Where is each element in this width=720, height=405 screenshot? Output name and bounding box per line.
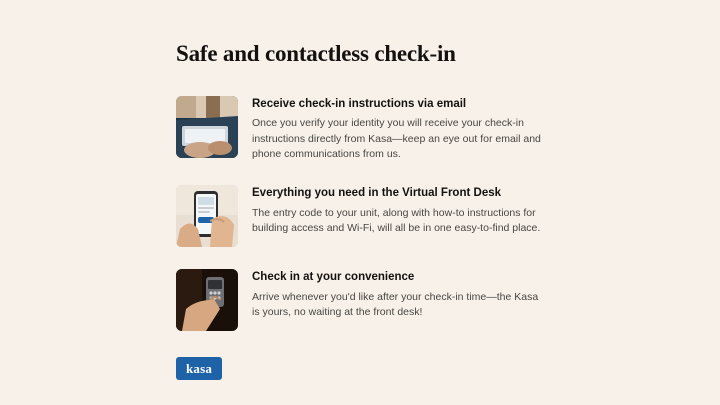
list-item <box>176 269 596 331</box>
list-item-text <box>252 269 547 321</box>
page-title: Safe and contactless check-in <box>176 41 456 66</box>
list-item-title: Check in at your convenience <box>252 271 415 284</box>
kasa-logo-text: kasa <box>185 361 213 377</box>
list-item-title: Receive check-in instructions via email <box>252 97 467 110</box>
door-keypad-photo <box>176 269 238 331</box>
list-item-body: Once you verify your identity you will receive your check-in instructions directly from Kasa—keep an eye out for email and phone communications from us. <box>252 116 541 161</box>
list-item-text <box>252 185 547 237</box>
list-item-body: The entry code to your unit, along with how-to instructions for building access and Wi-Fi, will all be in one easy-to-find place. <box>252 206 541 235</box>
laptop-typing-photo <box>176 96 238 158</box>
list-item-body: Arrive whenever you'd like after your check-in time—the Kasa is yours, no waiting at the front desk! <box>252 290 539 319</box>
list-item <box>176 96 596 164</box>
list-item-text <box>252 96 547 164</box>
steps-list <box>176 96 596 332</box>
content-column <box>176 40 596 380</box>
list-item-title: Everything you need in the Virtual Front Desk <box>252 187 502 200</box>
smartphone-in-hand-photo <box>176 185 238 247</box>
kasa-logo <box>176 357 222 380</box>
list-item <box>176 185 596 247</box>
